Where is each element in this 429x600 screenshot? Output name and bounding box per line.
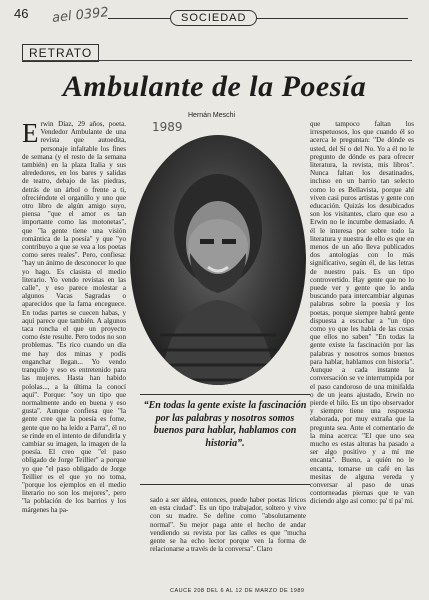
kicker-label: RETRATO [22, 44, 99, 62]
headline: Ambulante de la Poesía [62, 70, 367, 103]
article-column-left [22, 120, 126, 590]
page-footer: CAUCE 208 DEL 6 AL 12 DE MARZO DE 1989 [170, 588, 305, 594]
column-right-text: que tampoco faltan los irrespetuosos, los que cuando él so acerca le preguntan: "De dónde es usted, del Sí o del No. Yo a él no le pregunto de dónde es para ofrecer literatura, la revista, mis libros". Nunca faltan los desatinados, incluso en un barrio tan selecto como lo es Bellavista, porque ahí viven casi puros artistas y gente con educación. Quizás los desubicados son los visitantes, claro que eso a Erwin no le incumbe demasiado. A él le interesa por sobre todo la literatura y nuestra de ello es que en menos de un año lleva publicados dos antologías con lo más significativo, según él, de las letras de nuestro país. Es un tipo controvertido. Hay gente que no lo puede ver y gente que lo anda buscando para intercambiar algunas palabras sobre la poesía y los poetas, porque siempre habrá gente dispuesta a escuchar a "un tipo como yo que les habla de las cosas que ellos no saben" "En todas la gente existe la fascinación por las palabras y nosotros somos buenos para hablar, hablamos con historia". Aunque a cada instante la conversación se ve interrumpida por el paso candoroso de una minifalda o de un jeans ajustado, Erwin no pierde el hilo. Es un tipo observador y siempre tiene una respuesta elaborada, por muy extraña que la pregunta sea. Ante el comentario de la mina acerca: "El que uno sea mucho es estas alturas ha pasado a ser algo positivo y a mí me encanta". Bueno, a quién no le encanta, tomarse un café en las mesitas de alguna vereda y conversar al paso de unas contorneadas piernas que te van diciendo algo así como: pa' tí pa' mí. [310, 120, 414, 506]
page-number: 46 [14, 6, 29, 21]
quote-rule-bottom [140, 484, 310, 485]
archive-stamp: ael 0392 [51, 5, 110, 26]
pull-quote: “En todas la gente existe la fascinación por las palabras y nosotros somos buenos para hablar, hablamos con historia”. [143, 400, 307, 449]
drop-cap: E [22, 120, 39, 148]
quote-rule-top [140, 394, 310, 395]
article-column-center [150, 496, 306, 588]
header-rule [22, 60, 412, 61]
column-left-text: rwin Díaz, 29 años, poeta. Vendedor Ambulante de una revista que autoedita, personaje infaltable los fines de semana (y el resto de la semana también) en la plaza Italia y sus alrededores, en los bares y salidas de teatro, debajo de las piedras, detrás de un árbol o frente a ti, ofreciéndote el organillo y uno que otro libro de algún amigo suyo, piensa "que el amor es tan importante como las motonetas", que "la gente tiene una visión romántica de la poesía" y que "yo contribuyo a que se vea a los poetas como seres reales". Pero, confiesa: "hay un ánimo de desconocer lo que yo hago. Es clasista el medio literario. Yo vendo revistas en las calle", y eso parece molestar a algunos Vacas Sagradas o aparecidos que la fama enceguece. En todas partes se cuecen habas, y aquí parece que también. A algunos taca roncha el que un proyecto como éste resulte. Pero todos no son problemas. "Es rico cuando un día me hay dos minas y podís enganchar llegan... Yo vendo tranquilo y eso es entretenido para las mujeres. Hasta han habido pololas..., a la última la conocí aquí". Porque: "soy un tipo que normalmente ando en buena y eso gusta". Aunque confiesa que "la gente cree que la poesía es fome, gente que no ha leído a Parra", él no se rinde en el intento de difundirla y cambiar su imagen, la imagen de la poesía. El creo que "el paso obligado de Jorge Teillier" a porque yo que "el paso obligado de Jorge Teillier es el que yo no toma, "porque los ejemplos en el medio literario no son los mejores", pero "la población de los barrios y los márgenes ha pa- [22, 120, 126, 514]
article-column-right [310, 120, 414, 590]
portrait-photo [130, 135, 306, 385]
section-label: SOCIEDAD [170, 10, 257, 26]
column-center-text: sado a ser aldea, entonces, puede haber poetas líricos en esta ciudad". Es un tipo trabajador, soltero y vive con su madre. Se define como "absolutamente normal". Su mejor paga ante el hecho de andar vendiendo su revista por las calles es que "mucha gente se ha echo lector porque ven la forma de relacionarse a través de la conversa". Claro [150, 496, 306, 554]
section-rule [108, 18, 408, 19]
handwritten-year: 1989 [152, 120, 183, 134]
portrait-illustration [130, 135, 306, 385]
byline: Hernán Meschi [188, 112, 236, 119]
